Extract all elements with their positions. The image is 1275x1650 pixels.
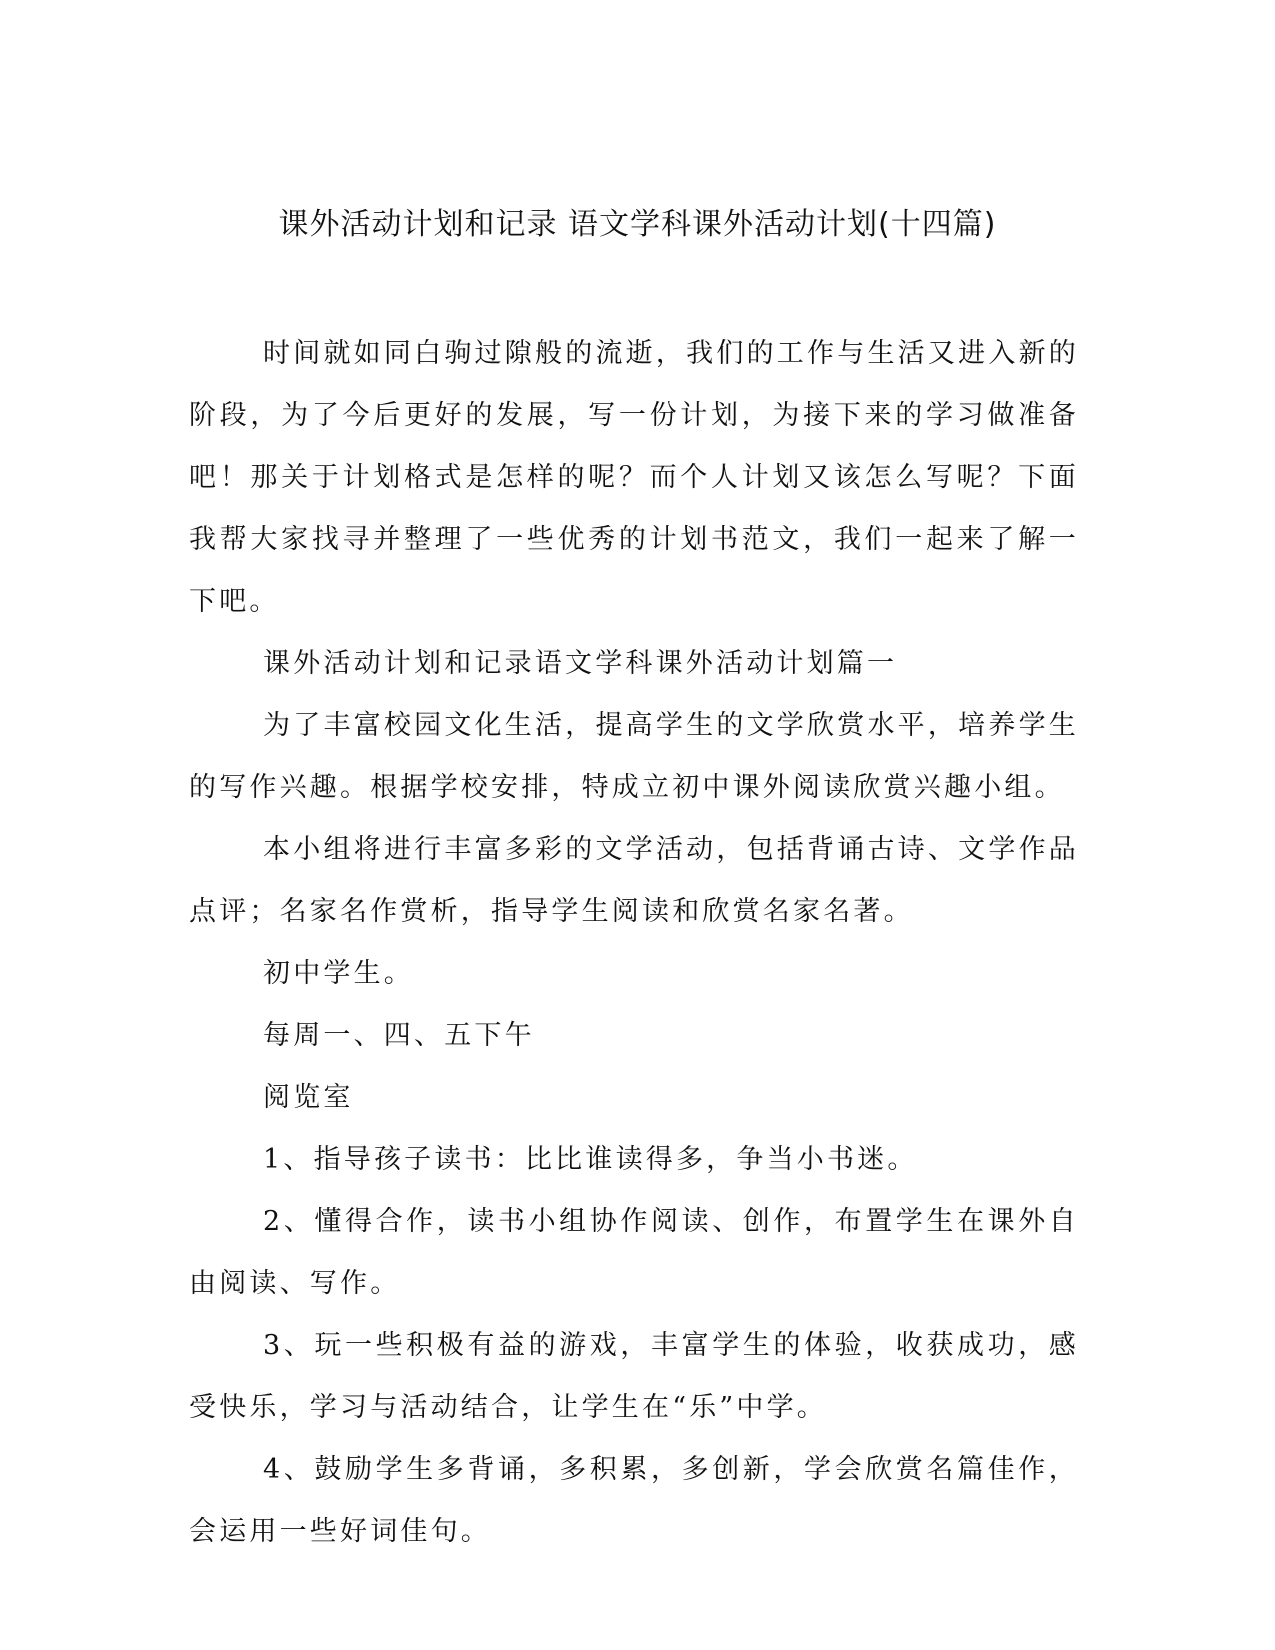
content-paragraph: 本小组将进行丰富多彩的文学活动，包括背诵古诗、文学作品点评；名家名作赏析，指导学生阅读和欣赏名家名著。 (189, 834, 1079, 927)
list-item-1: 1、指导孩子读书：比比谁读得多，争当小书迷。 (263, 1144, 918, 1175)
participants-paragraph: 初中学生。 (263, 958, 414, 989)
document-body (189, 323, 1079, 1563)
purpose-paragraph: 为了丰富校园文化生活，提高学生的文学欣赏水平，培养学生的写作兴趣。根据学校安排，特成立初中课外阅读欣赏兴趣小组。 (189, 710, 1079, 803)
document-title: 课外活动计划和记录 语文学科课外活动计划(十四篇) (278, 207, 997, 242)
location-paragraph: 阅览室 (263, 1082, 354, 1113)
schedule-paragraph: 每周一、四、五下午 (263, 1020, 535, 1051)
list-item-2: 2、懂得合作，读书小组协作阅读、创作，布置学生在课外自由阅读、写作。 (189, 1206, 1079, 1299)
list-item-4: 4、鼓励学生多背诵，多积累，多创新，学会欣赏名篇佳作，会运用一些好词佳句。 (189, 1454, 1079, 1547)
section-heading: 课外活动计划和记录语文学科课外活动计划篇一 (263, 648, 898, 679)
list-item-3: 3、玩一些积极有益的游戏，丰富学生的体验，收获成功，感受快乐，学习与活动结合，让学生在“乐”中学。 (189, 1330, 1079, 1423)
intro-paragraph: 时间就如同白驹过隙般的流逝，我们的工作与生活又进入新的阶段，为了今后更好的发展，写一份计划，为接下来的学习做准备吧！那关于计划格式是怎样的呢？而个人计划又该怎么写呢？下面我帮大家找寻并整理了一些优秀的计划书范文，我们一起来了解一下吧。 (189, 338, 1079, 617)
